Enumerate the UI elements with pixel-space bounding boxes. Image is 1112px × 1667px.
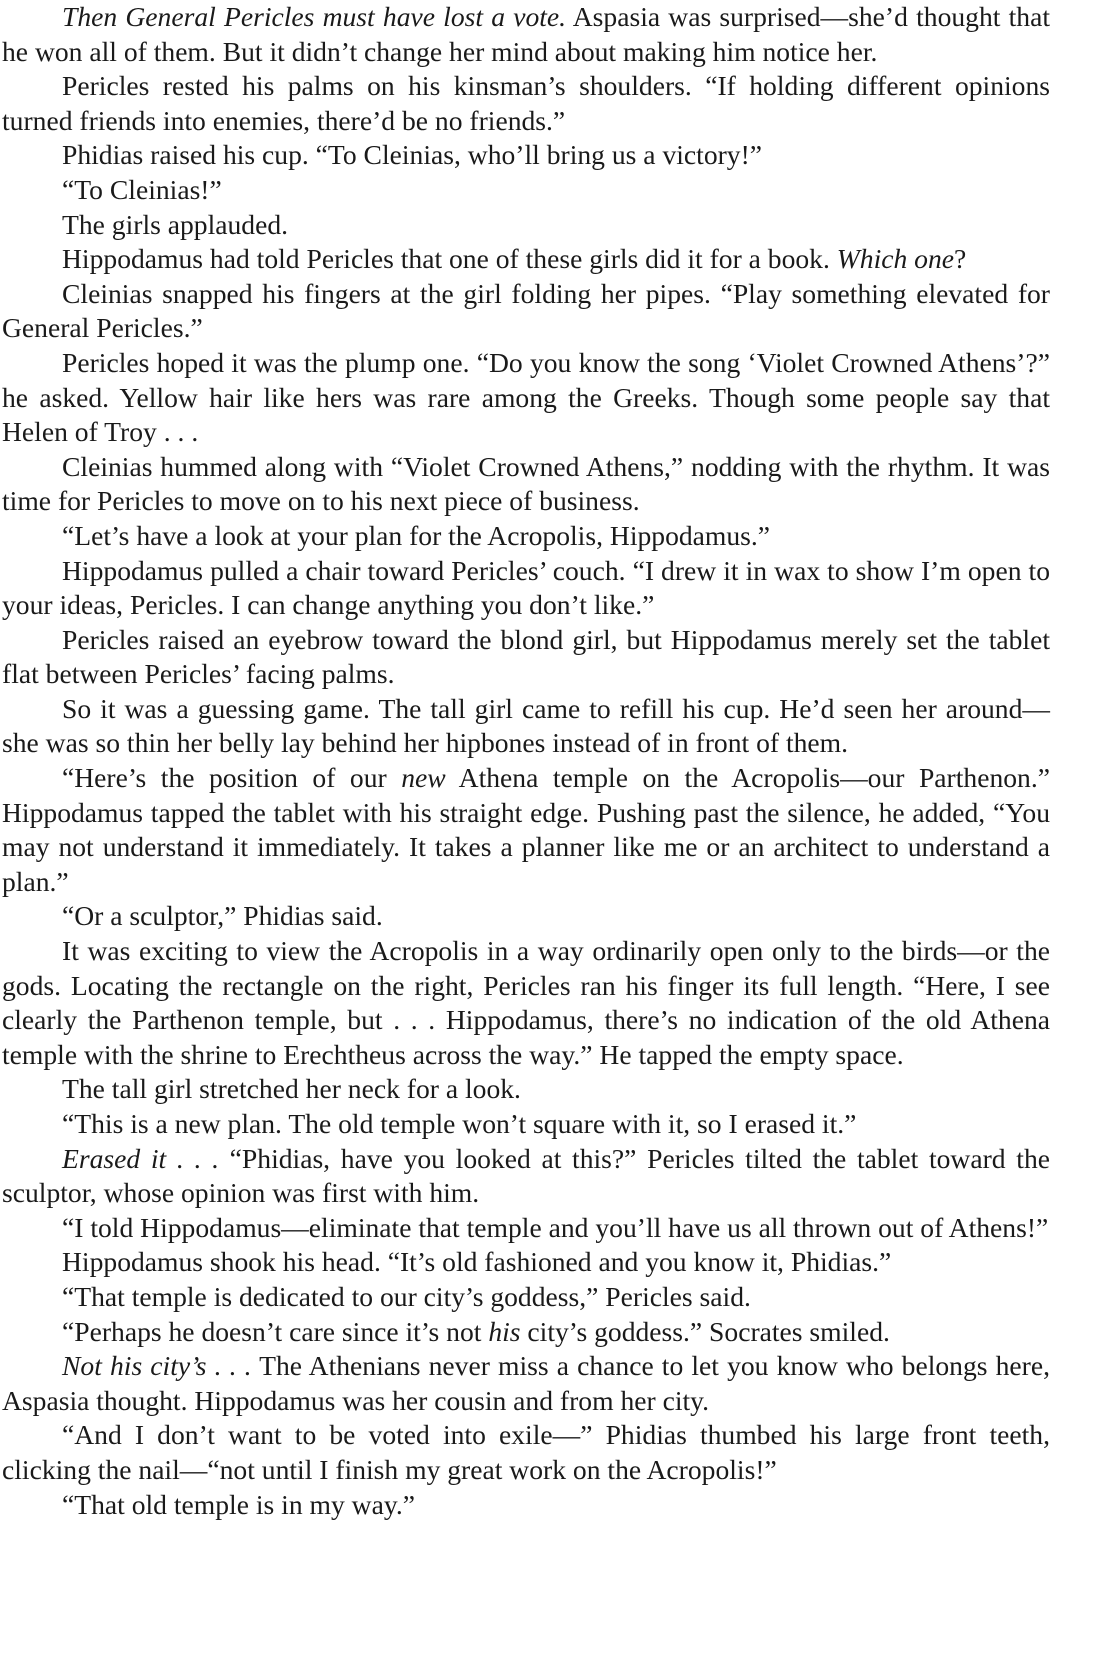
- paragraph-text: “Perhaps he doesn’t care since it’s not: [62, 1315, 489, 1347]
- paragraph-text: The girls applauded.: [62, 208, 289, 240]
- paragraph-text: Pericles raised an eyebrow toward the blond girl, but Hippodamus merely set the tablet flat between Pericles’ facing palms.: [2, 623, 1050, 690]
- paragraph-text: The Athenians never miss a chance to let you know who belongs here, Aspasia thought. Hippodamus was her cousin and from her city.: [2, 1350, 1050, 1416]
- paragraph: [2, 208, 1050, 243]
- paragraph-text: “Or a sculptor,” Phidias said.: [62, 900, 383, 932]
- paragraph: [2, 69, 1050, 138]
- paragraph: [2, 899, 1050, 934]
- italic-text: Then General Pericles must have lost a vote.: [62, 1, 567, 32]
- paragraph: [2, 1211, 1050, 1246]
- paragraph-text: “This is a new plan. The old temple won’t square with it, so I erased it.”: [62, 1108, 857, 1139]
- paragraph-text: “That old temple is in my way.”: [62, 1488, 416, 1520]
- paragraph-text: “I told Hippodamus—eliminate that temple and you’ll have us all thrown out of Athens!”: [62, 1211, 1049, 1243]
- paragraph-text: ?: [954, 243, 967, 275]
- paragraph-text: “That temple is dedicated to our city’s goddess,” Pericles said.: [62, 1280, 751, 1312]
- italic-text: new: [401, 762, 446, 794]
- paragraph-text: The tall girl stretched her neck for a look.: [62, 1073, 521, 1105]
- paragraph-text: city’s goddess.” Socrates smiled.: [520, 1315, 890, 1347]
- paragraph: [2, 761, 1050, 899]
- paragraph-text: “To Cleinias!”: [62, 173, 222, 205]
- paragraph: [2, 242, 1050, 277]
- paragraph-text: Athena temple on the Acropolis—our Parthenon.” Hippodamus tapped the tablet with his straight edge. Pushing past the silence, he added, “You may not understand it immediately. It takes a planner like me or an architect to understand a plan.”: [2, 762, 1050, 897]
- paragraph-text: “Phidias, have you looked at this?” Pericles tilted the tablet toward the sculptor, whose opinion was first with him.: [2, 1142, 1050, 1209]
- paragraph: [2, 173, 1050, 208]
- paragraph: [2, 623, 1050, 692]
- paragraph: [2, 934, 1050, 1072]
- paragraph-text: “Let’s have a look at your plan for the Acropolis, Hippodamus.”: [62, 519, 771, 551]
- paragraph-text: Hippodamus had told Pericles that one of these girls did it for a book.: [62, 243, 837, 275]
- paragraph-text: Aspasia was surprised—she’d thought that he won all of them. But it didn’t change her mind about making him notice her.: [2, 1, 1050, 67]
- paragraph-text: So it was a guessing game. The tall girl came to refill his cup. He’d seen her around—she was so thin her belly lay behind her hipbones instead of in front of them.: [2, 692, 1050, 759]
- paragraph-text: It was exciting to view the Acropolis in a way ordinarily open only to the birds—or the gods. Locating the rectangle on the right, Pericles ran his finger its full length. “Here, I see clearly the Parthenon temple, but . . . Hippodamus, there’s no indication of the old Athena temple with the shrine to Erechtheus across the way.” He tapped the empty space.: [2, 935, 1050, 1070]
- paragraph: [2, 1107, 1050, 1142]
- paragraph: [2, 554, 1050, 623]
- paragraph: [2, 1488, 1050, 1523]
- paragraph-text: Cleinias hummed along with “Violet Crowned Athens,” nodding with the rhythm. It was time for Pericles to move on to his next piece of business.: [2, 450, 1050, 517]
- italic-text: Which one: [836, 243, 955, 275]
- paragraph-text: Pericles rested his palms on his kinsman’s shoulders. “If holding different opinions turned friends into enemies, there’d be no friends.”: [2, 70, 1050, 136]
- italic-text: Not his city’s . . .: [62, 1350, 252, 1382]
- paragraph: [2, 1142, 1050, 1211]
- paragraph: [2, 519, 1050, 554]
- paragraph-text: “Here’s the position of our: [62, 762, 402, 794]
- paragraph: [2, 0, 1050, 69]
- paragraph: [2, 692, 1050, 761]
- paragraph: [2, 1349, 1050, 1418]
- paragraph: [2, 346, 1050, 450]
- paragraph: [2, 1072, 1050, 1107]
- paragraph: [2, 1280, 1050, 1315]
- paragraph-text: Hippodamus pulled a chair toward Pericles’ couch. “I drew it in wax to show I’m open to your ideas, Pericles. I can change anything you don’t like.”: [2, 554, 1050, 621]
- paragraph: [2, 277, 1050, 346]
- italic-text: his: [488, 1315, 521, 1347]
- paragraph-text: Hippodamus shook his head. “It’s old fashioned and you know it, Phidias.”: [62, 1246, 892, 1278]
- paragraph: [2, 138, 1050, 173]
- paragraph-text: Phidias raised his cup. “To Cleinias, who’ll bring us a victory!”: [62, 139, 763, 171]
- paragraph: [2, 1418, 1050, 1487]
- paragraph-text: “And I don’t want to be voted into exile—” Phidias thumbed his large front teeth, clicking the nail—“not until I finish my great work on the Acropolis!”: [2, 1419, 1050, 1485]
- paragraph: [2, 450, 1050, 519]
- italic-text: Erased it . . .: [62, 1142, 219, 1174]
- paragraph-text: Pericles hoped it was the plump one. “Do you know the song ‘Violet Crowned Athens’?” he asked. Yellow hair like hers was rare among the Greeks. Though some people say that Helen of Troy . . .: [2, 346, 1050, 448]
- paragraph: [2, 1315, 1050, 1350]
- paragraph: [2, 1245, 1050, 1280]
- paragraph-text: Cleinias snapped his fingers at the girl folding her pipes. “Play something elevated for General Pericles.”: [2, 277, 1050, 344]
